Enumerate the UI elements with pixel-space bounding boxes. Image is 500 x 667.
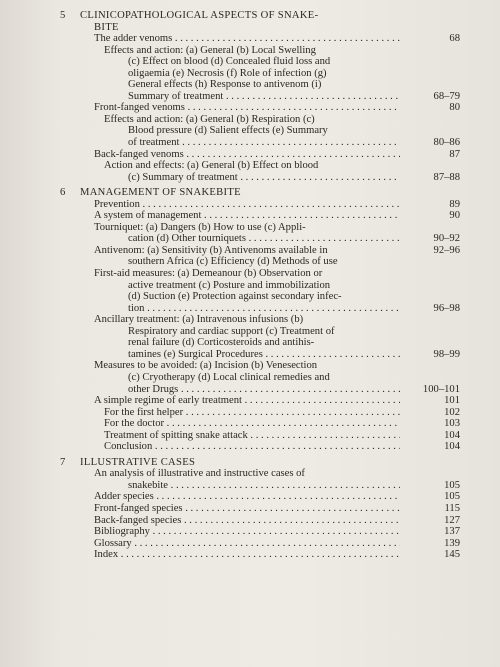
toc-entry-text: Bibliography . . . [94, 526, 400, 538]
page-number: 104 [444, 441, 460, 453]
toc-entry-text: Conclusion . . . [104, 441, 400, 453]
toc-entry-line [60, 515, 460, 527]
toc-entry-text: Adder species . . . [94, 491, 400, 503]
toc-entry-text: tion . . . [128, 303, 400, 315]
chapter-title: CLINICOPATHOLOGICAL ASPECTS OF SNAKE- [80, 10, 319, 21]
table-of-contents [60, 10, 460, 561]
toc-entry-text: Treatment of spitting snake attack . . . [104, 430, 400, 442]
toc-entry-line [60, 256, 460, 268]
chapter-title: ILLUSTRATIVE CASES [80, 456, 196, 468]
page-number: 137 [444, 526, 460, 538]
toc-entry-line [60, 503, 460, 515]
toc-entry-line [60, 538, 460, 550]
page-number: 92–96 [433, 244, 460, 256]
toc-entry-text: oligaemia (e) Necrosis (f) Role of infection (g) [128, 67, 327, 79]
toc-entry-text: The adder venoms . . . [94, 33, 400, 45]
chapter-title-continued: BITE [94, 21, 119, 33]
toc-entry-line [60, 526, 460, 538]
toc-entry-text: snakebite . . . [128, 480, 400, 492]
chapter-title: MANAGEMENT OF SNAKEBITE [80, 187, 241, 199]
toc-entry-text: For the doctor . . . [104, 418, 400, 430]
toc-entry-line [60, 349, 460, 361]
toc-entry-text: (c) Summary of treatment . . . [128, 172, 400, 184]
toc-entry-text: Ancillary treatment: (a) Intravenous infusions (b) [94, 314, 304, 326]
toc-entry-text: (c) Cryotherapy (d) Local clinical remedies and [128, 371, 330, 383]
toc-entry-text: cation (d) Other tourniquets . . . [128, 233, 400, 245]
toc-entry-line [60, 79, 460, 91]
toc-entry-text: (c) Effect on blood (d) Concealed fluid loss and [128, 56, 331, 68]
toc-entry-line [60, 337, 460, 349]
toc-entry-line [60, 210, 460, 222]
toc-entry-line [60, 418, 460, 430]
page-number: 87–88 [433, 171, 460, 183]
chapter-number: 7 [60, 456, 66, 468]
page-number: 80 [449, 102, 460, 114]
chapter-number: 5 [60, 10, 66, 21]
page-number: 145 [444, 549, 460, 561]
page-number: 105 [444, 491, 460, 503]
chapter-heading-continued [60, 22, 460, 34]
toc-entry-text: tamines (e) Surgical Procedures . . . [128, 349, 400, 361]
toc-entry-text: Glossary . . . [94, 538, 400, 550]
page-number: 80–86 [433, 137, 460, 149]
toc-entry-text: Measures to be avoided: (a) Incision (b) Venesection [94, 360, 318, 372]
toc-entry-text: active treatment (c) Posture and immobilization [128, 279, 331, 291]
page-number: 127 [444, 514, 460, 526]
page-number: 105 [444, 479, 460, 491]
toc-entry-line [60, 137, 460, 149]
page-number: 100–101 [422, 383, 460, 395]
toc-entry-line [60, 114, 460, 126]
page-number: 139 [444, 537, 460, 549]
toc-entry-text: Index . . . [94, 549, 400, 561]
toc-entry-line [60, 441, 460, 453]
toc-entry-text: renal failure (d) Corticosteroids and antihis- [128, 337, 315, 349]
toc-entry-text: of treatment . . . [128, 137, 400, 149]
toc-entry-text: Front-fanged venoms . . . [94, 102, 400, 114]
toc-entry-line [60, 326, 460, 338]
toc-entry-line [60, 245, 460, 257]
toc-entry-text: Action and effects: (a) General (b) Effect on blood [104, 160, 319, 172]
toc-entry-text: (d) Suction (e) Protection against secondary infec- [128, 291, 342, 303]
toc-entry-text: Effects and action: (a) General (b) Respiration (c) [104, 113, 315, 125]
toc-entry-line [60, 549, 460, 561]
toc-entry-line [60, 149, 460, 161]
toc-entry-text: Respiratory and cardiac support (c) Treatment of [128, 325, 335, 337]
page-number: 103 [444, 418, 460, 430]
toc-entry-line [60, 314, 460, 326]
toc-entry-text: Back-fanged venoms . . . [94, 149, 400, 161]
toc-entry-line [60, 91, 460, 103]
page-number: 89 [449, 198, 460, 210]
page-number: 96–98 [433, 302, 460, 314]
toc-entry-line [60, 68, 460, 80]
toc-entry-line [60, 468, 460, 480]
toc-entry-text: A simple regime of early treatment . . . [94, 395, 400, 407]
toc-entry-line [60, 125, 460, 137]
page-number: 90–92 [433, 233, 460, 245]
page-number: 90 [449, 210, 460, 222]
toc-entry-line [60, 45, 460, 57]
toc-entry-text: southern Africa (c) Efficiency (d) Methods of use [128, 256, 338, 268]
page-number: 87 [449, 148, 460, 160]
toc-entry-line [60, 280, 460, 292]
page-number: 115 [444, 502, 460, 514]
toc-entry-text: Blood pressure (d) Salient effects (e) Summary [128, 125, 328, 137]
toc-entry-text: For the first helper . . . [104, 407, 400, 419]
toc-entry-line [60, 199, 460, 211]
toc-entry-line [60, 268, 460, 280]
chapter-number: 6 [60, 187, 66, 199]
page-number: 101 [444, 395, 460, 407]
toc-entry-line [60, 395, 460, 407]
toc-entry-text: An analysis of illustrative and instructive cases of [94, 468, 305, 480]
page-number: 68–79 [433, 90, 460, 102]
page-number: 68 [449, 33, 460, 45]
toc-entry-line [60, 491, 460, 503]
toc-entry-line [60, 291, 460, 303]
toc-entry-text: Effects and action: (a) General (b) Local Swelling [104, 44, 316, 56]
toc-entry-text: other Drugs . . . [128, 384, 400, 396]
toc-entry-line [60, 407, 460, 419]
toc-entry-text: Prevention . . . [94, 199, 400, 211]
toc-entry-line [60, 56, 460, 68]
toc-entry-line [60, 160, 460, 172]
toc-entry-line [60, 303, 460, 315]
toc-entry-line [60, 480, 460, 492]
toc-entry-text: Summary of treatment . . . [128, 91, 400, 103]
toc-entry-text: First-aid measures: (a) Demeanour (b) Observation or [94, 268, 323, 280]
toc-entry-line [60, 172, 460, 184]
page-number: 98–99 [433, 348, 460, 360]
toc-entry-text: Back-fanged species . . . [94, 515, 400, 527]
page-number: 102 [444, 406, 460, 418]
toc-entry-text: Tourniquet: (a) Dangers (b) How to use (c) Appli- [94, 221, 306, 233]
toc-entry-text: Antivenom: (a) Sensitivity (b) Antivenoms available in [94, 244, 328, 256]
chapter-heading [60, 457, 460, 469]
toc-entry-line [60, 233, 460, 245]
toc-entry-line [60, 222, 460, 234]
toc-entry-line [60, 33, 460, 45]
toc-entry-line [60, 102, 460, 114]
page-number: 104 [444, 429, 460, 441]
toc-entry-text: A system of management . . . [94, 210, 400, 222]
toc-entry-line [60, 430, 460, 442]
toc-entry-text: Front-fanged species . . . [94, 503, 400, 515]
toc-entry-line [60, 372, 460, 384]
chapter-heading [60, 187, 460, 199]
toc-entry-text: General effects (h) Response to antivenom (i) [128, 79, 322, 91]
toc-entry-line [60, 384, 460, 396]
chapter-heading [60, 10, 460, 22]
toc-entry-line [60, 360, 460, 372]
